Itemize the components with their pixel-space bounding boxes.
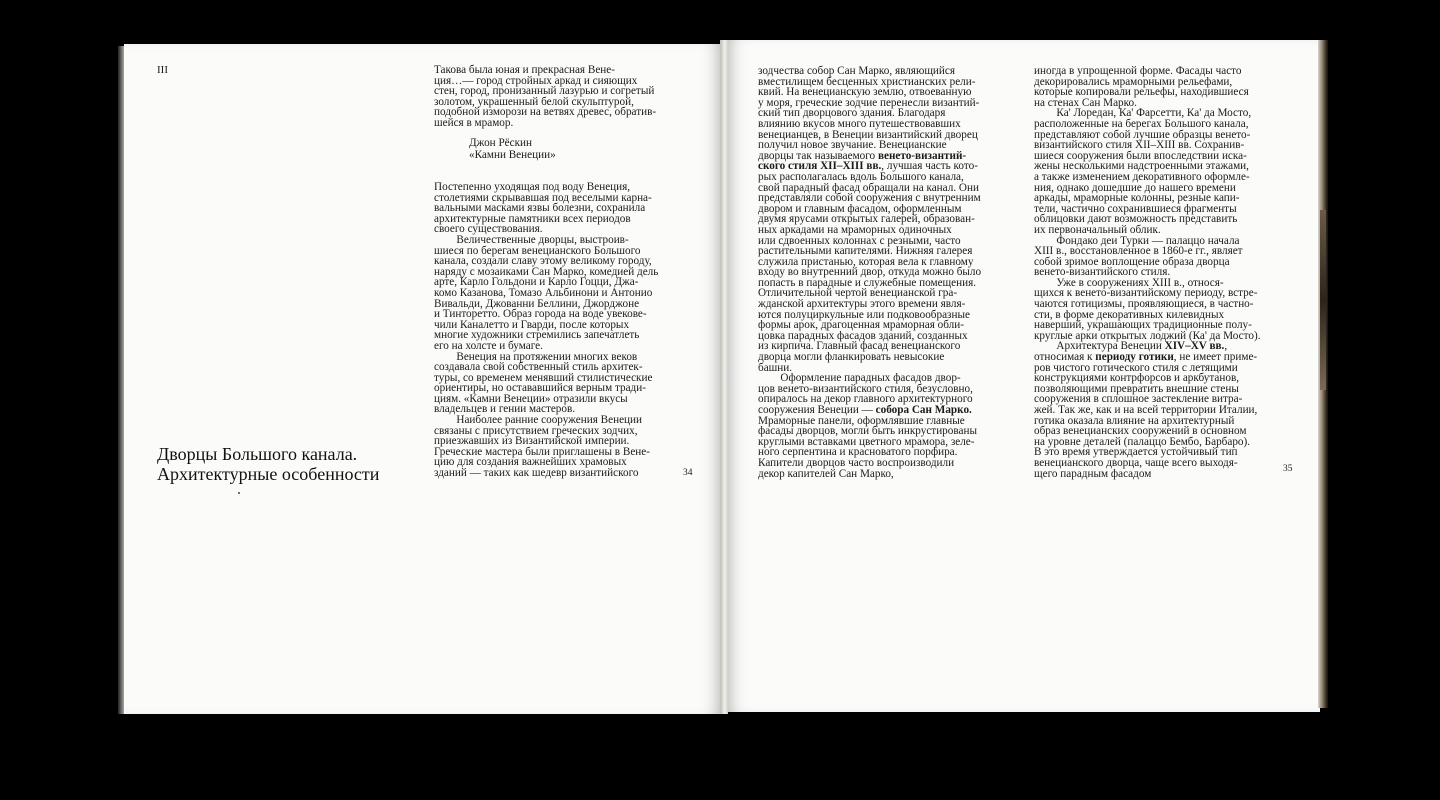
text-line: сооружения Венеции — собора Сан Марко. <box>758 404 972 416</box>
text-line: облицовки дают возможность представить <box>1034 213 1238 226</box>
text-line: готика оказала влияние на архитектурный <box>1034 414 1235 427</box>
text-line: зданий — таких как шедевр византийского <box>434 467 639 480</box>
text-line: ных аркадами на мраморных одиночных <box>758 223 952 236</box>
text-line: наряду с мозаиками Сан Марко, комедией дель <box>434 265 659 278</box>
text-line: декор капителей Сан Марко, <box>758 467 894 480</box>
text-line: конструкциями контрфорсов и аркбутанов, <box>1034 372 1240 385</box>
text-line: аркады, мраморные колонны, резные капи- <box>1034 192 1240 205</box>
text-line: Вивальди, Джованни Беллини, Джорджоне <box>434 297 640 310</box>
text-line: Мраморные панели, оформлявшие главные <box>758 414 965 427</box>
text-line: владельцев и гении мастеров. <box>434 403 576 416</box>
text-line: ский тип дворцового здания. Благодаря <box>758 107 946 120</box>
text-line: служила пристанью, которая вела к главному <box>758 255 974 268</box>
epigraph-source: «Камни Венеции» <box>469 149 556 161</box>
text-line: циям. «Камни Венеции» отразили вкусы <box>434 392 628 405</box>
text-line: комо Казанова, Томазо Альбинони и Антонио <box>434 286 653 299</box>
text-line: наверший, украшающих традиционные полу- <box>1034 319 1252 332</box>
text-line: свой парадный фасад обращали на канал. Они <box>758 181 979 194</box>
book-gutter <box>720 40 728 714</box>
text-line: башни. <box>758 361 793 374</box>
text-line: Величественные дворцы, выстроив- <box>434 233 629 246</box>
text-line: цов венето-византийского стиля, безусловно, <box>758 382 973 395</box>
text-line: влиянию вкусов много путешествовавших <box>758 117 961 130</box>
text-line: Наиболее ранние сооружения Венеции <box>434 414 642 427</box>
text-line: дворца могли фланкировать невысокие <box>758 351 945 364</box>
text-line: входу во внутренний двор, откуда можно было <box>758 266 982 279</box>
text-line: многие художники стремились запечатлеть <box>434 329 640 342</box>
text-line: которые копировали рельефы, находившиеся <box>1034 86 1249 99</box>
text-line: собой зримое воплощение образа дворца <box>1034 255 1230 268</box>
text-line: его на холсте и бумаге. <box>434 339 543 352</box>
text-line: или сдвоенных колоннах с резными, часто <box>758 234 961 247</box>
text-line: Капители дворцов часто воспроизводили <box>758 456 955 469</box>
text-line: византийского стиля XII–XIII вв. Сохранив- <box>1034 139 1245 152</box>
text-line: на стенах Сан Марко. <box>1034 96 1137 109</box>
text-line: квий. На венецианскую землю, отвоеванную <box>758 86 972 99</box>
text-line: Архитектура Венеции XIV–XV вв., <box>1034 340 1228 353</box>
text-line: ния, однако дошедшие до нашего времени <box>1034 181 1236 194</box>
text-line: и Тинторетто. Образ города на воде увекове- <box>434 308 647 321</box>
text-line: золотом, украшенный белой скульптурой, <box>434 95 634 108</box>
text-line: относимая к периоду готики, не имеет приме- <box>1034 351 1258 364</box>
text-line: растительными капителями. Нижняя галерея <box>758 245 973 258</box>
text-line: Отличительной чертой венецианской гра- <box>758 287 958 300</box>
text-column-3 <box>1034 66 1261 479</box>
text-line: В это время утверждается устойчивый тип <box>1034 446 1238 459</box>
text-line: зодчества собор Сан Марко, являющийся <box>758 65 956 77</box>
chapter-heading <box>157 444 379 484</box>
text-line: подобной изморози на ветвях древес, обратив- <box>434 106 657 119</box>
text-line: Постепенно уходящая под воду Венеция, <box>434 181 631 193</box>
page-number-right: 35 <box>1283 464 1293 474</box>
text-line: шиеся по берегам венецианского Большого <box>434 244 641 257</box>
text-line: щего парадным фасадом <box>1034 467 1152 480</box>
text-line: образ венецианских сооружений в основном <box>1034 425 1247 438</box>
text-line: дворцы так называемого венето-византий- <box>758 149 967 162</box>
page-number-left: 34 <box>683 468 693 478</box>
epigraph-attribution <box>469 137 556 161</box>
section-number: III <box>157 64 168 76</box>
text-line: стен, город, пронизанный лазурью и согретый <box>434 85 655 98</box>
text-line: попасть в парадные и служебные помещения. <box>758 276 977 289</box>
text-line: позволяющими превратить внешние стены <box>1034 382 1239 395</box>
text-line: чили Каналетто и Гварди, после которых <box>434 318 630 331</box>
text-line: столетиями скрывавшая под веселыми карна- <box>434 191 652 204</box>
text-line: ориентиры, но остававшийся верным тради- <box>434 382 646 395</box>
text-line: цовка парадных фасадов зданий, созданных <box>758 329 968 342</box>
text-line: их первоначальный облик. <box>1034 223 1161 236</box>
text-line: жданской архитектуры этого времени явля- <box>758 298 966 311</box>
text-line: жены несколькими надстроенными этажами, <box>1034 160 1249 173</box>
text-line: жей. Так же, как и на всей территории Италии, <box>1034 404 1258 416</box>
text-line: у моря, греческие зодчие перенесли византий- <box>758 96 980 109</box>
text-line: круглые арки открытых лоджий (Ка' да Мосто). <box>1034 329 1261 342</box>
text-line: венецианцев, в Венеции византийский дворец <box>758 128 978 141</box>
text-line: фасады дворцов, могли быть инкрустированы <box>758 425 977 438</box>
stray-mark <box>238 492 240 494</box>
text-line: представляли собой сооружения с внутренним <box>758 192 981 205</box>
text-line: архитектурные памятники всех периодов <box>434 212 631 225</box>
text-line: рых располагалась вдоль Большого канала, <box>758 170 964 183</box>
text-line: венето-византийского стиля. <box>1034 266 1171 279</box>
text-line: Венеция на протяжении многих веков <box>434 350 638 363</box>
text-line: Такова была юная и прекрасная Вене- <box>434 64 615 76</box>
text-line: представляют собой лучшие образцы венето- <box>1034 128 1251 141</box>
text-line: Ка' Лоредан, Ка' Фарсетти, Ка' да Мосто, <box>1034 107 1252 120</box>
text-line: туры, со временем менявший стилистические <box>434 371 653 384</box>
text-line: декорировались мраморными рельефами, <box>1034 75 1233 88</box>
text-line: XIII в., восстановленное в 1860-е гг., являет <box>1034 245 1243 258</box>
text-line: вальными масками язвы болезни, сохранила <box>434 202 646 215</box>
text-line: ров чистого готического стиля с летящими <box>1034 361 1238 374</box>
text-line: ются полуциркульные или подковообразные <box>758 308 970 321</box>
text-line: двором и главным фасадом, оформленным <box>758 202 962 215</box>
chapter-heading-line-2: Архитектурные особенности <box>157 464 380 484</box>
text-line: венецианского дворца, чаще всего выходя- <box>1034 456 1238 469</box>
text-line: шиеся сооружения были впоследствии иска- <box>1034 149 1247 162</box>
text-line: шейся в мрамор. <box>434 116 514 129</box>
text-line: ция…— город стройных аркад и сияющих <box>434 74 638 87</box>
text-line: круглыми вставками цветного мрамора, зеле- <box>758 435 975 448</box>
text-column-2 <box>758 66 981 479</box>
text-line: формы арок, драгоценная мраморная обли- <box>758 319 964 332</box>
text-line: канала, создали славу этому великому городу, <box>434 255 652 268</box>
text-line: ского стиля XII–XIII вв., лучшая часть кото- <box>758 160 978 173</box>
text-line: сооружения в сплошное застекление витра- <box>1034 393 1243 406</box>
text-line: щихся к венето-византийскому периоду, встре- <box>1034 287 1258 300</box>
text-line: из кирпича. Главный фасад венецианского <box>758 340 961 353</box>
text-line: на уровне деталей (палаццо Бембо, Барбаро). <box>1034 435 1251 448</box>
text-line: ного серпентина и красноватого порфира. <box>758 446 958 459</box>
text-line: сти, в форме декоративных килевидных <box>1034 308 1225 321</box>
text-line: тели, частично сохранившиеся фрагменты <box>1034 202 1237 215</box>
text-column-1 <box>434 182 658 479</box>
text-line: Греческие мастера были приглашены в Вене- <box>434 445 650 458</box>
text-line: расположенные на берегах Большого канала, <box>1034 117 1249 130</box>
page-edge-strip <box>1320 210 1326 390</box>
text-line: чаются готицизмы, проявляющиеся, в частно- <box>1034 298 1254 311</box>
text-line: приезжавших из Византийской империи. <box>434 435 630 448</box>
text-line: двумя ярусами открытых галерей, образован- <box>758 213 975 226</box>
text-line: вместилищем бесценных христианских рели- <box>758 75 976 88</box>
chapter-heading-line-1: Дворцы Большого канала. <box>157 444 358 464</box>
text-line: а также изменением декоративного оформле- <box>1034 170 1250 183</box>
epigraph <box>434 65 656 129</box>
text-line: Уже в сооружениях XIII в., относя- <box>1034 276 1224 289</box>
text-line: иногда в упрощенной форме. Фасады часто <box>1034 65 1242 77</box>
text-line: опиралось на декор главного архитектурного <box>758 393 973 406</box>
text-line: своего существования. <box>434 223 543 236</box>
text-line: цию для создания важнейших храмовых <box>434 456 627 469</box>
text-line: связаны с присутствием греческих зодчих, <box>434 424 638 437</box>
text-line: арте, Карло Гольдони и Карло Гоцци, Джа- <box>434 276 639 289</box>
text-line: получил новое звучание. Венецианские <box>758 139 947 152</box>
epigraph-author: Джон Рёскин <box>469 137 533 149</box>
text-line: Фондако деи Турки — палаццо начала <box>1034 234 1240 247</box>
text-line: Оформление парадных фасадов двор- <box>758 372 961 385</box>
text-line: создавала свой собственный стиль архитек- <box>434 361 643 374</box>
